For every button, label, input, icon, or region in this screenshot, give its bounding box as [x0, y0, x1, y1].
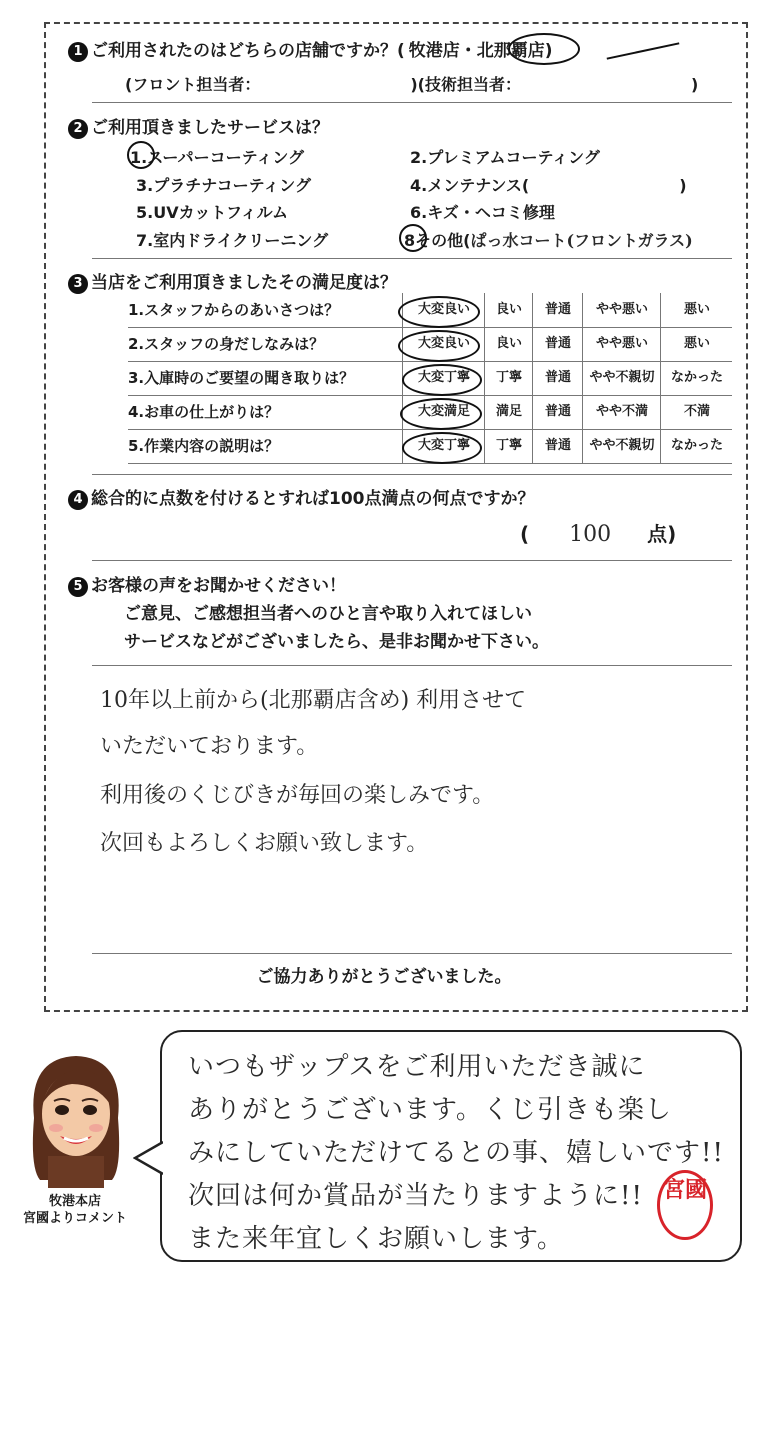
satisfaction-row: 1.スタッフからのあいさつは？ 大変良い 良い 普通 やや悪い 悪い	[128, 293, 732, 327]
service-option-8: 8その他(ぱっ水コート(フロントガラス)	[404, 231, 693, 250]
rule	[92, 474, 732, 475]
survey-form	[44, 22, 748, 1012]
name-seal-stamp: 宮國	[657, 1170, 713, 1240]
q1-staff-row: (フロント担当者： )(技術担当者： )	[125, 75, 699, 94]
selected-circle	[398, 296, 480, 328]
q5-number: 5	[68, 577, 88, 597]
rule	[92, 258, 732, 259]
q5-question: 5 お客様の声をお聞かせください！	[68, 571, 346, 597]
rule	[92, 102, 732, 103]
selected-circle	[402, 432, 482, 464]
staff-reply-line: ありがとうございます。くじ引きも楽し	[188, 1095, 672, 1125]
customer-comment-line: 次回もよろしくお願い致します。	[100, 831, 429, 856]
staff-caption: 牧港本店 宮國よりコメント	[22, 1194, 127, 1226]
q2-number: 2	[68, 119, 88, 139]
satisfaction-row: 5.作業内容の説明は？ 大変丁寧 丁寧 普通 やや不親切 なかった	[128, 429, 732, 463]
service-option-7: 7.室内ドライクリーニング	[136, 231, 329, 250]
q1-question: 1 ご利用されたのはどちらの店舗ですか？( 牧港店・北那覇店)	[68, 36, 553, 62]
service-option-1: 1.スーパーコーティング	[130, 148, 305, 167]
rule	[92, 665, 732, 666]
satisfaction-row: 3.入庫時のご要望の聞き取りは？ 大変丁寧 丁寧 普通 やや不親切 なかった	[128, 361, 732, 395]
staff-reply-line: みにしていただけてるとの事、嬉しいです!!	[188, 1138, 724, 1168]
q3-question: 3 当店をご利用頂きましたその満足度は？	[68, 268, 397, 294]
q2-question: 2 ご利用頂きましたサービスは？	[68, 113, 329, 139]
selected-circle	[398, 330, 480, 362]
option-1-circle	[127, 141, 155, 169]
q5-description: サービスなどがございましたら、是非お聞かせ下さい。	[124, 632, 549, 652]
customer-comment-line: いただいております。	[100, 734, 319, 759]
q3-number: 3	[68, 274, 88, 294]
other-service-answer: ぱっ水コート(フロントガラス)	[470, 231, 693, 250]
satisfaction-row: 2.スタッフの身だしなみは？ 大変良い 良い 普通 やや悪い 悪い	[128, 327, 732, 361]
bubble-tail	[133, 1140, 163, 1176]
staff-reply-line: 次回は何か賞品が当たりますように!!	[188, 1181, 643, 1211]
store-selected-circle	[508, 33, 580, 65]
q4-number: 4	[68, 490, 88, 510]
staff-avatar	[14, 1048, 138, 1188]
thanks-text: ご協力ありがとうございました。	[256, 967, 512, 987]
store-kitanaha: 北那覇店	[476, 41, 545, 61]
q4-question: 4 総合的に点数を付けるとすれば100点満点の何点ですか？	[68, 484, 535, 510]
option-8-circle	[399, 224, 427, 252]
score-value: 100	[569, 522, 612, 547]
satisfaction-row: 4.お車の仕上がりは？ 大変満足 満足 普通 やや不満 不満	[128, 395, 732, 429]
score-answer: ( 100 点)	[520, 522, 677, 547]
rule	[92, 953, 732, 954]
service-option-3: 3.プラチナコーティング	[136, 176, 311, 195]
selected-circle	[402, 364, 482, 396]
q5-description: ご意見、ご感想担当者へのひと言や取り入れてほしい	[124, 604, 532, 624]
staff-reply-line: また来年宜しくお願いします。	[188, 1224, 564, 1254]
store-makiminato: 牧港店	[408, 41, 460, 61]
service-option-6: 6.キズ・ヘコミ修理	[410, 203, 555, 222]
selected-circle	[400, 398, 482, 430]
q1-number: 1	[68, 42, 88, 62]
service-option-5: 5.UVカットフィルム	[136, 203, 289, 222]
customer-comment-line: 利用後のくじびきが毎回の楽しみです。	[100, 783, 495, 808]
customer-comment-line: 10年以上前から(北那覇店含め) 利用させて	[100, 688, 527, 713]
service-option-4: 4.メンテナンス( )	[410, 176, 687, 195]
service-option-2: 2.プレミアムコーティング	[410, 148, 600, 167]
staff-reply-line: いつもザップスをご利用いただき誠に	[188, 1052, 646, 1082]
rule	[92, 560, 732, 561]
